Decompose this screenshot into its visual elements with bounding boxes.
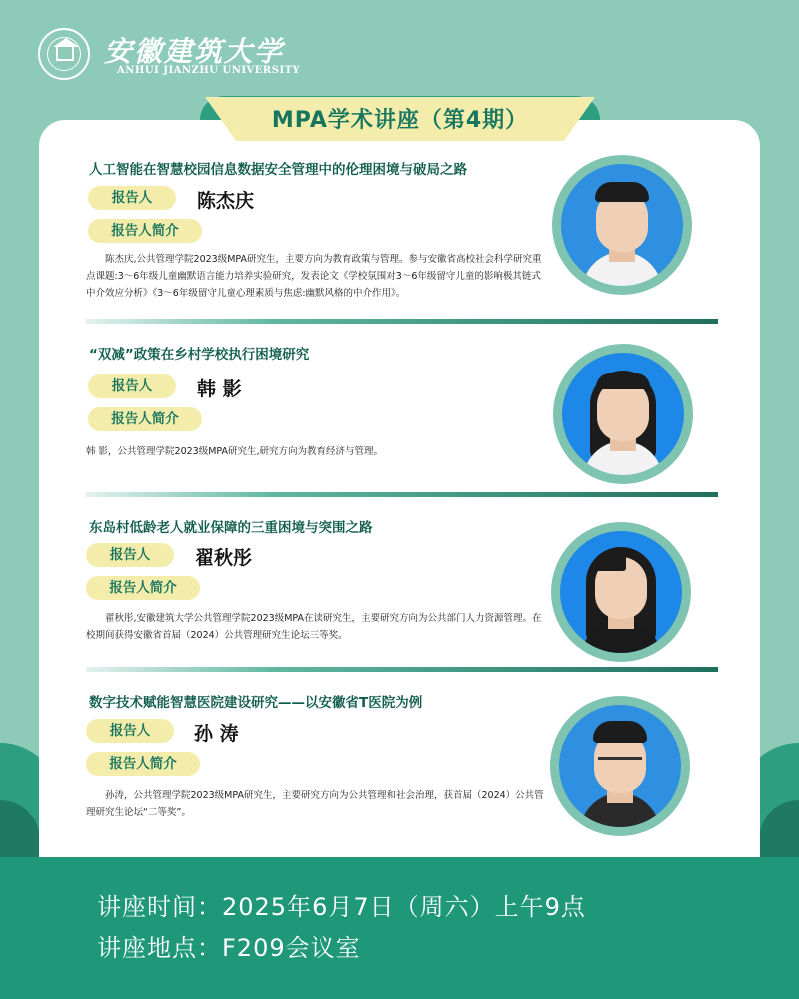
speaker-name: 翟秋彤	[195, 547, 253, 569]
speaker-name: 陈杰庆	[197, 190, 255, 212]
event-time: 讲座时间：2025年6月7日（周六）上午9点	[97, 893, 586, 921]
speaker-bio: 翟秋彤,安徽建筑大学公共管理学院2023级MPA在读研究生，主要研究方向为公共部门人力资源管理。在校期间获得安徽省首届（2024）公共管理研究生论坛三等奖。	[86, 613, 542, 641]
bio-label: 报告人简介	[88, 407, 202, 431]
speaker-photo-3	[551, 522, 691, 662]
event-info-footer	[0, 857, 799, 999]
speaker-photo-male-icon	[559, 705, 681, 827]
speaker-label: 报告人	[88, 374, 176, 398]
speaker-bio: 孙涛，公共管理学院2023级MPA研究生，主要研究方向为公共管理和社会治理，获首届（2024）公共管理研究生论坛“二等奖”。	[86, 790, 544, 818]
event-place: 讲座地点：F209会议室	[97, 934, 361, 962]
section-divider	[86, 319, 718, 324]
university-name-cn: 安徽建筑大学	[104, 35, 285, 68]
speaker-photo-1	[552, 155, 692, 295]
speaker-photo-female-icon	[562, 353, 684, 475]
speaker-name: 孙 涛	[194, 723, 239, 745]
lecture-topic: 人工智能在智慧校园信息数据安全管理中的伦理困境与破局之路	[89, 162, 467, 178]
section-divider	[86, 492, 718, 497]
speaker-photo-4	[550, 696, 690, 836]
speaker-label: 报告人	[88, 186, 176, 210]
university-seal-icon	[38, 28, 90, 80]
speaker-bio: 陈杰庆,公共管理学院2023级MPA研究生，主要方向为教育政策与管理。参与安徽省高校社会科学研究重点课题:3～6年级儿童幽默语言能力培养实验研究，发表论文《学校氛围对3～6年级留守儿童的影响极其链式中介效应分析》《3～6年级留守儿童心理素质与焦虑:幽默风格的中介作用》。	[86, 254, 542, 299]
bio-label: 报告人简介	[86, 752, 200, 776]
speaker-label: 报告人	[86, 719, 174, 743]
section-divider	[86, 667, 718, 672]
speaker-label: 报告人	[86, 543, 174, 567]
speaker-bio: 韩 影，公共管理学院2023级MPA研究生,研究方向为教育经济与管理。	[86, 446, 384, 457]
bio-label: 报告人简介	[86, 576, 200, 600]
speaker-photo-male-icon	[561, 164, 683, 286]
lecture-topic: 数字技术赋能智慧医院建设研究——以安徽省T医院为例	[89, 695, 423, 711]
lecture-topic: “双减”政策在乡村学校执行困境研究	[89, 347, 310, 363]
university-name-en: ANHUI JIANZHU UNIVERSITY	[117, 65, 301, 76]
university-logo	[38, 28, 338, 80]
page-title: MPA学术讲座（第4期）	[271, 108, 529, 133]
speaker-photo-female-icon	[560, 531, 682, 653]
bio-label: 报告人简介	[88, 219, 202, 243]
speaker-photo-2	[553, 344, 693, 484]
speaker-name: 韩 影	[197, 378, 242, 400]
lecture-topic: 东岛村低龄老人就业保障的三重困境与突围之路	[89, 520, 373, 536]
